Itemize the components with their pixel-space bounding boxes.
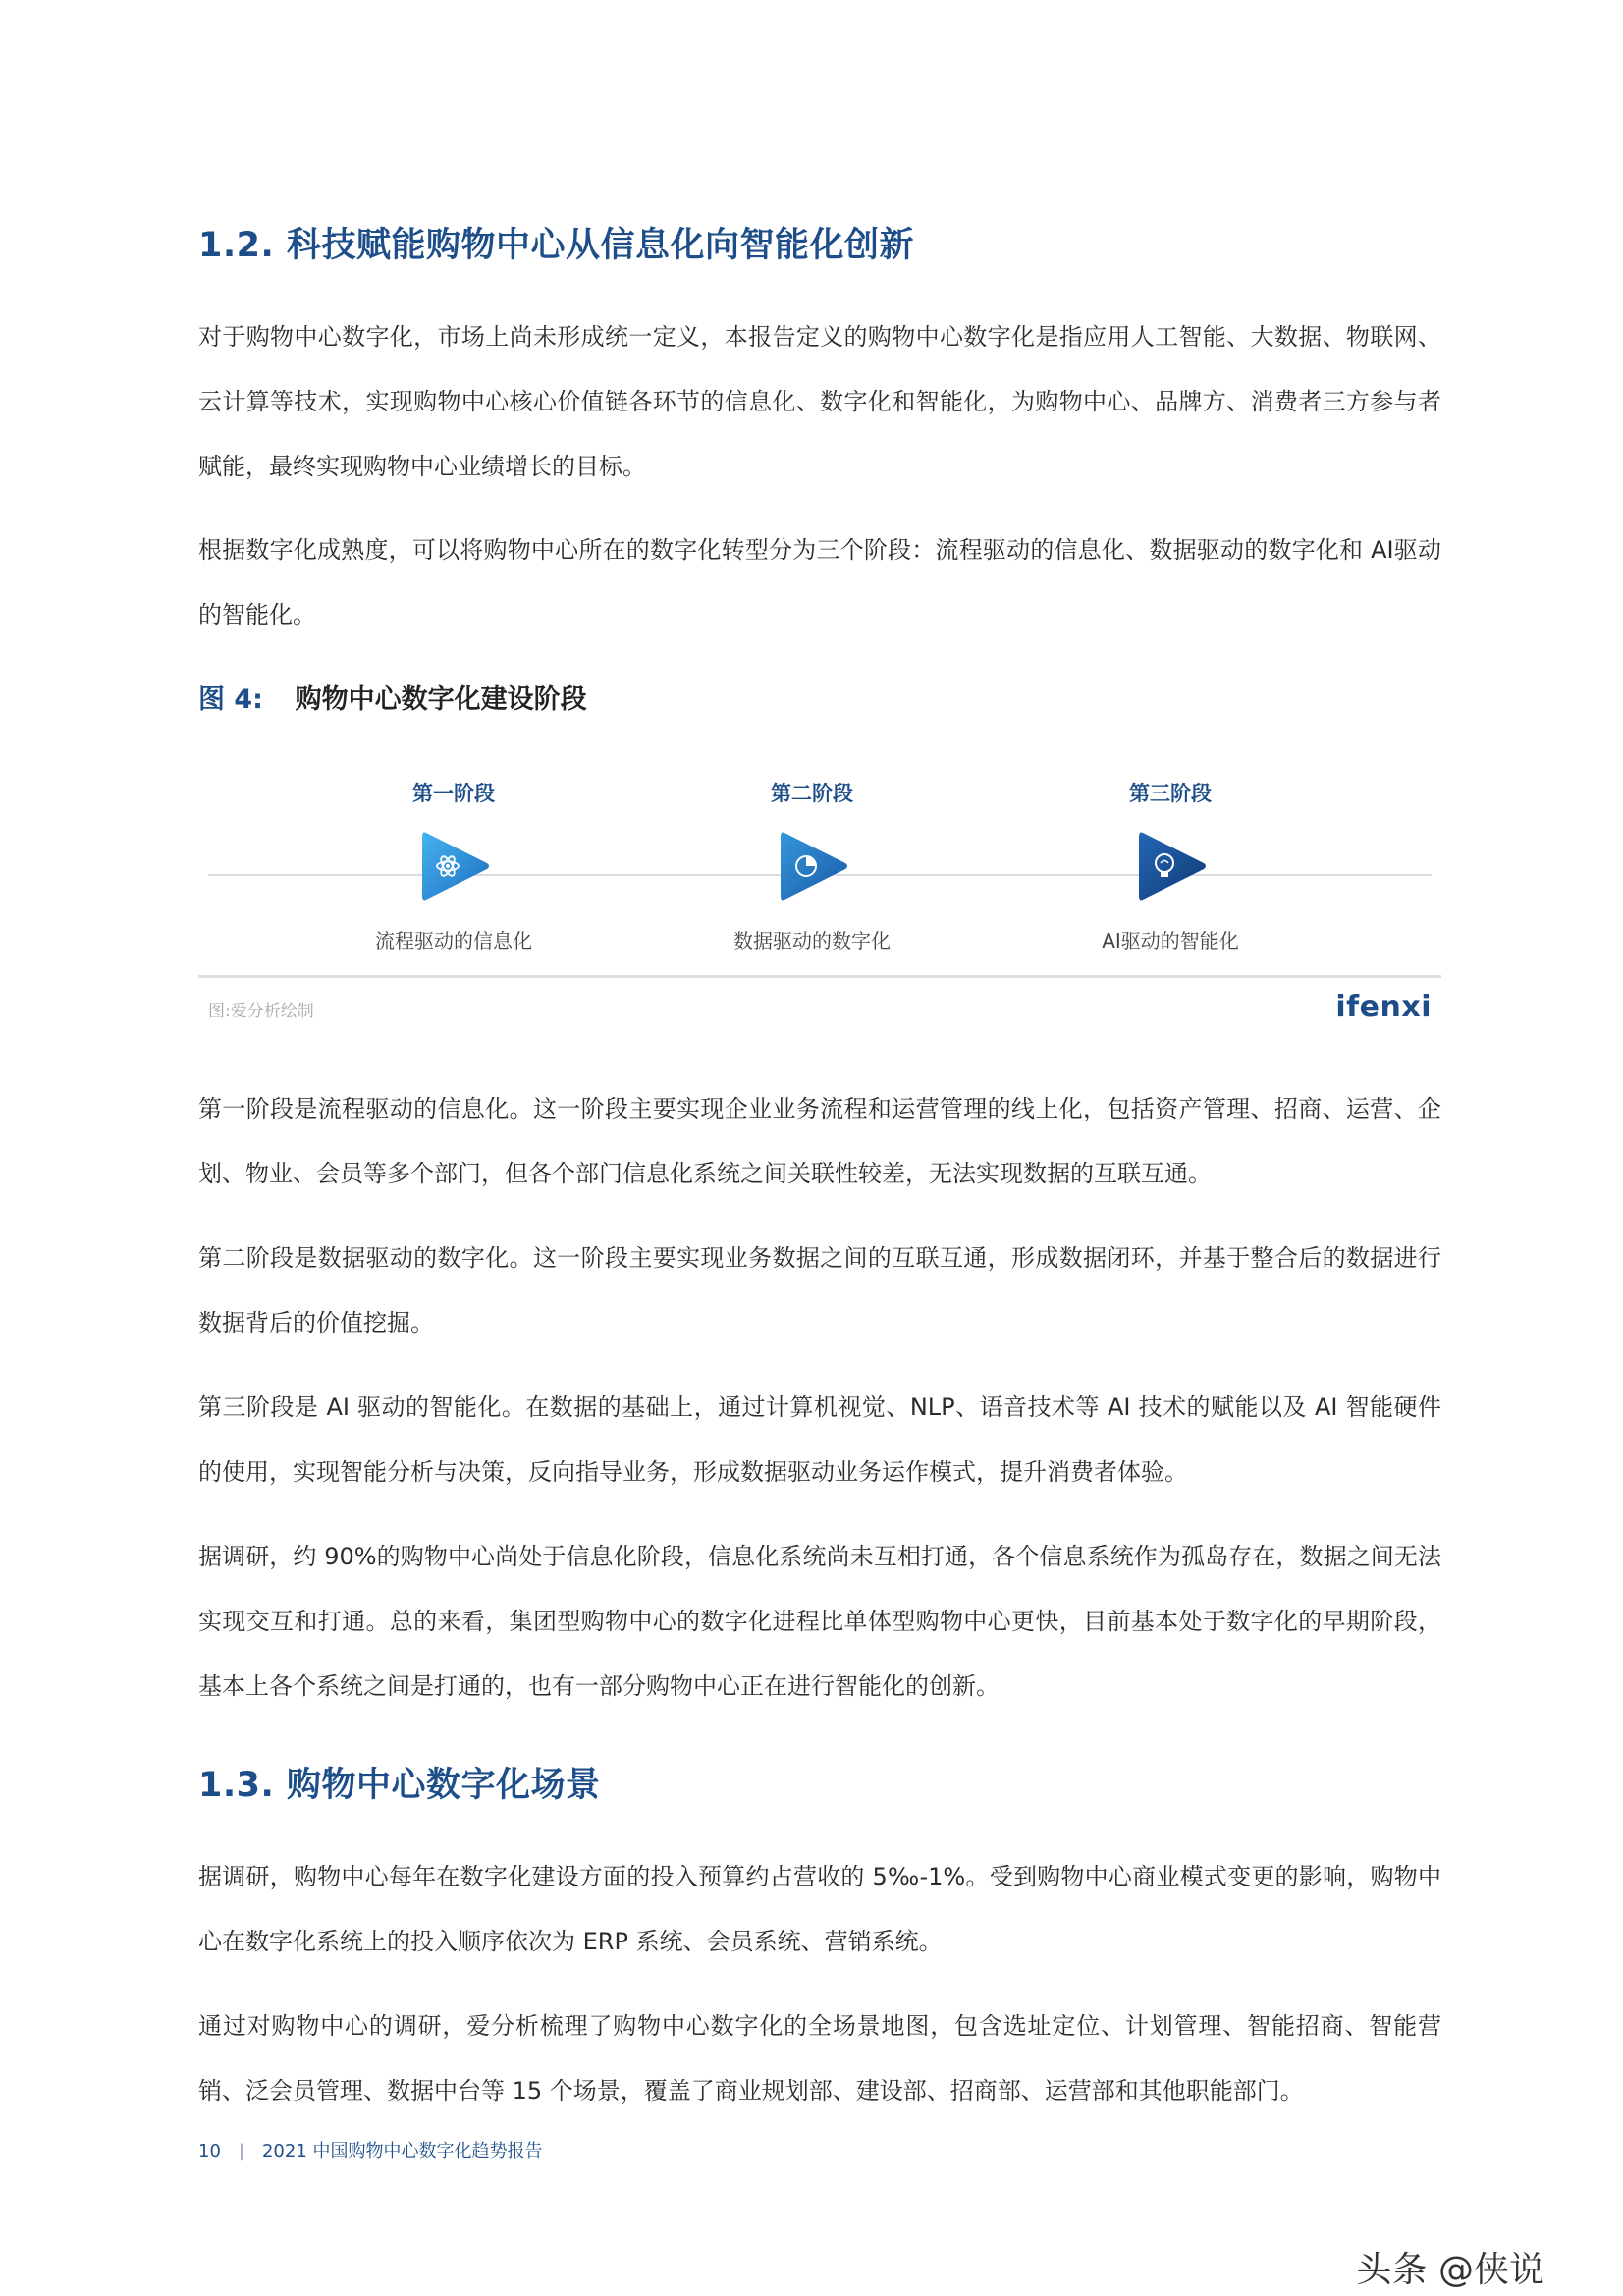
figure-source: 图:爱分析绘制	[208, 1002, 314, 1021]
paragraph-stages-intro: 根据数字化成熟度，可以将购物中心所在的数字化转型分为三个阶段：流程驱动的信息化、数据驱动的数字化和 AI驱动的智能化。	[198, 536, 1441, 629]
paragraph-research: 据调研，约 90%的购物中心尚处于信息化阶段，信息化系统尚未互相打通，各个信息系统作为孤岛存在，数据之间无法实现交互和打通。总的来看，集团型购物中心的数字化进程比单体型购物中心更快，目前基本处于数字化的早期阶段，基本上各个系统之间是打通的，也有一部分购物中心正在进行智能化的创新。	[198, 1543, 1441, 1700]
paragraph-budget: 据调研，购物中心每年在数字化建设方面的投入预算约占营收的 5‰-1%。受到购物中心商业模式变更的影响，购物中心在数字化系统上的投入顺序依次为 ERP 系统、会员系统、营销系统。	[198, 1863, 1441, 1955]
brain-bulb-icon	[1131, 829, 1210, 903]
stage-2-label: 第二阶段	[771, 782, 853, 805]
figure-title-text: 购物中心数字化建设阶段	[295, 684, 587, 715]
page-number: 10	[198, 2141, 221, 2161]
paragraph-definition: 对于购物中心数字化，市场上尚未形成统一定义，本报告定义的购物中心数字化是指应用人工智能、大数据、物联网、云计算等技术，实现购物中心核心价值链各环节的信息化、数字化和智能化，为购物中心、品牌方、消费者三方参与者赋能，最终实现购物中心业绩增长的目标。	[198, 323, 1441, 480]
stage-3-caption: AI驱动的智能化	[1102, 929, 1239, 953]
figure-title	[198, 678, 587, 716]
pie-chart-icon	[773, 829, 851, 903]
section-heading-1-3: 1.3. 购物中心数字化场景	[198, 1766, 601, 1805]
atom-icon	[414, 829, 493, 903]
stage-2-caption: 数据驱动的数字化	[733, 929, 891, 953]
ifenxi-logo: ifenxi	[1335, 990, 1432, 1024]
paragraph-scenarios: 通过对购物中心的调研，爱分析梳理了购物中心数字化的全场景地图，包含选址定位、计划管理、智能招商、智能营销、泛会员管理、数据中台等 15 个场景，覆盖了商业规划部、建设部、招商部、运营部和其他职能部门。	[198, 2012, 1441, 2105]
paragraph-stage-3: 第三阶段是 AI 驱动的智能化。在数据的基础上，通过计算机视觉、NLP、语音技术等 AI 技术的赋能以及 AI 智能硬件的使用，实现智能分析与决策，反向指导业务，形成数据驱动业务运作模式，提升消费者体验。	[198, 1394, 1441, 1486]
watermark: 头条 @侠说	[1356, 2250, 1544, 2290]
stage-3	[1053, 776, 1288, 954]
section-heading-1-2: 1.2. 科技赋能购物中心从信息化向智能化创新	[198, 226, 914, 265]
figure-number: 图 4:	[198, 684, 263, 715]
stage-1-caption: 流程驱动的信息化	[375, 929, 532, 953]
footer-separator: |	[238, 2141, 244, 2161]
stage-1-label: 第一阶段	[412, 782, 495, 805]
stage-1	[336, 776, 571, 954]
stage-diagram	[198, 776, 1441, 1041]
report-title: 2021 中国购物中心数字化趋势报告	[261, 2141, 543, 2161]
paragraph-stage-1: 第一阶段是流程驱动的信息化。这一阶段主要实现企业业务流程和运营管理的线上化，包括资产管理、招商、运营、企划、物业、会员等多个部门，但各个部门信息化系统之间关联性较差，无法实现数据的互联互通。	[198, 1095, 1441, 1187]
stage-3-label: 第三阶段	[1129, 782, 1212, 805]
page-footer	[198, 2137, 543, 2162]
paragraph-stage-2: 第二阶段是数据驱动的数字化。这一阶段主要实现业务数据之间的互联互通，形成数据闭环，并基于整合后的数据进行数据背后的价值挖掘。	[198, 1244, 1441, 1337]
stage-2	[694, 776, 930, 954]
figure-divider	[198, 975, 1441, 978]
